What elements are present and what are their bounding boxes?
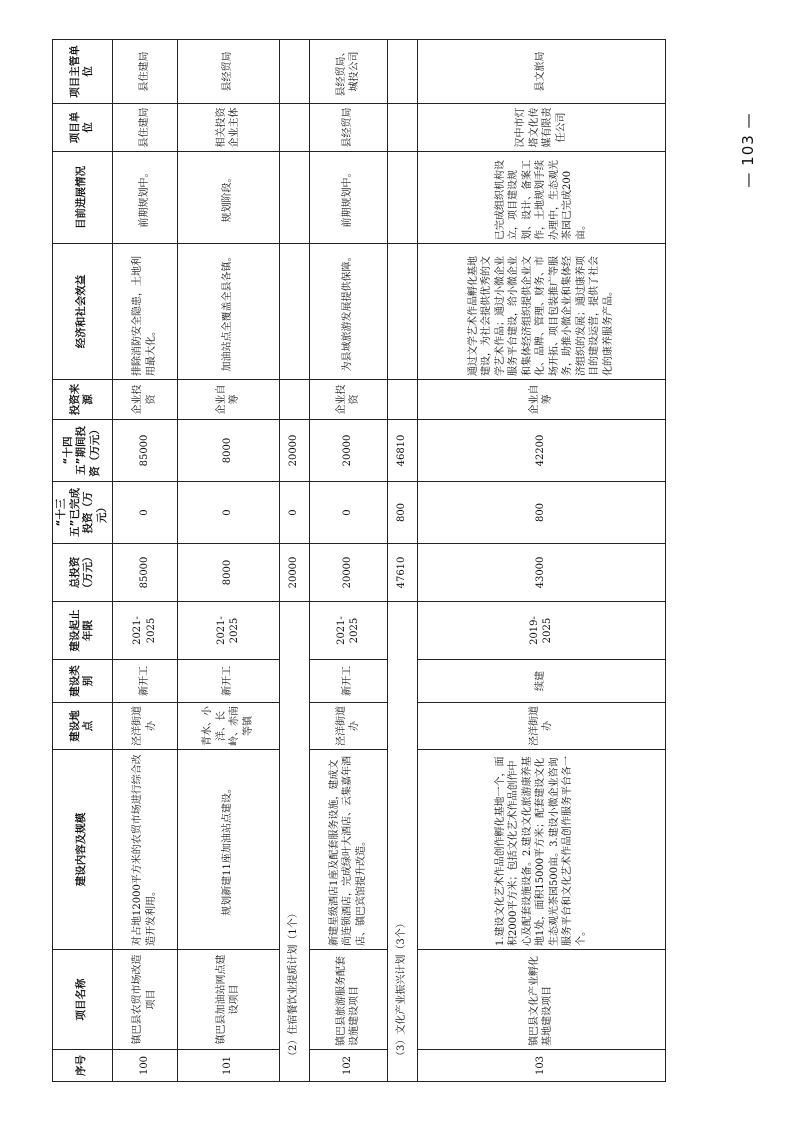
cell-content: 新建星级酒店1座及配套服务设施，建成文尚连锁酒店，完成绿叶大酒店、云集嘉年酒店、镇巴宾馆提升改造。 [309, 750, 387, 950]
cell-content: 对占地12000平方米的农贸市场进行综合改造开发利用。 [112, 750, 177, 950]
cell-content: 规划新建11座加油站点建设。 [177, 750, 279, 950]
cell-benefit: 排除消防安全隐患，土地利用最大化。 [112, 244, 177, 380]
cell-progress: 规划阶段。 [177, 152, 279, 244]
cell-progress: 前期规划中。 [112, 152, 177, 244]
cell-unit: 县经贸局 [309, 104, 387, 152]
col-unit: 项目单位 [53, 104, 113, 152]
project-table [52, 39, 666, 1082]
cell-plan14: 85000 [112, 420, 177, 482]
cell-benefit: 为县域旅游发展提供保障。 [309, 244, 387, 380]
cell-progress: 前期规划中。 [309, 152, 387, 244]
cell-benefit: 通过文学艺术作品孵化基地建设，为社会提供优秀的文学艺术作品；通过小微企业服务平台建设，给小微企业和集体经济组织提供企业文化、品牌、管理、财务、市场开拓、项目包装推广等服务，助推小微企业和集体经济组织的发展；通过康养项目的建设运营，提供了社会化的康养服务产品。 [417, 244, 665, 380]
section-plan14: 20000 [279, 420, 309, 482]
cell-plan14: 8000 [177, 420, 279, 482]
section-total: 20000 [279, 544, 309, 602]
cell-dept: 县经贸局、城投公司 [309, 40, 387, 104]
section-done13: 800 [387, 482, 417, 544]
cell-unit: 汉中市灯塔文化传媒有限责任公司 [417, 104, 665, 152]
rotated-table-area [52, 40, 657, 1082]
col-progress: 目前进展情况 [53, 152, 113, 244]
section-label: （3）文化产业振兴计划（3个） [387, 602, 417, 1082]
cell-content: 1.建设文化艺术作品创作孵化基地一个，面积2000平方米；包括文化艺术作品创作中心及配套设施设备。2.建设文化旅游康养基地1处，面积15000平方米；配套建设文化生态观光茶园500亩。3.建设小微企业咨询服务平台和文化艺术作品创作服务平台各一个。 [417, 750, 665, 950]
cell-location: 泾洋街道办 [417, 703, 665, 750]
cell-name: 镇巴县农贸市场改造项目 [112, 950, 177, 1050]
cell-period: 2021-2025 [177, 602, 279, 660]
cell-source: 企业投资 [309, 380, 387, 420]
col-name: 项目名称 [53, 950, 113, 1050]
cell-source: 企业自筹 [417, 380, 665, 420]
cell-plan14: 20000 [309, 420, 387, 482]
col-content: 建设内容及规模 [53, 750, 113, 950]
cell-location: 青水、小洋、长岭、赤南等镇 [177, 703, 279, 750]
section-row [279, 40, 309, 1082]
col-total: 总投资（万元） [53, 544, 113, 602]
cell-total: 8000 [177, 544, 279, 602]
section-plan14: 46810 [387, 420, 417, 482]
cell-type: 新开工 [177, 660, 279, 703]
col-type: 建设类别 [53, 660, 113, 703]
cell-period: 2019-2025 [417, 602, 665, 660]
cell-done13: 0 [112, 482, 177, 544]
cell-seq: 101 [177, 1050, 279, 1082]
section-row [387, 40, 417, 1082]
cell-done13: 0 [309, 482, 387, 544]
cell-dept: 县住建局 [112, 40, 177, 104]
cell-name: 镇巴县文化产业孵化基地建设项目 [417, 950, 665, 1050]
col-dept: 项目主管单位 [53, 40, 113, 104]
cell-benefit: 加油站点全覆盖全县各镇。 [177, 244, 279, 380]
cell-done13: 0 [177, 482, 279, 544]
cell-unit: 县住建局 [112, 104, 177, 152]
cell-name: 镇巴县旅游服务配套设施建设项目 [309, 950, 387, 1050]
cell-source: 企业自筹 [177, 380, 279, 420]
cell-unit: 相关投资企业主体 [177, 104, 279, 152]
cell-location: 泾洋街道办 [309, 703, 387, 750]
section-total: 47610 [387, 544, 417, 602]
col-plan14: “十四五”期间投资（万元） [53, 420, 113, 482]
cell-type: 新开工 [309, 660, 387, 703]
cell-seq: 102 [309, 1050, 387, 1082]
cell-done13: 800 [417, 482, 665, 544]
table-row [112, 40, 177, 1082]
cell-period: 2021-2025 [309, 602, 387, 660]
cell-seq: 100 [112, 1050, 177, 1082]
col-done13: “十三五”已完成投资（万元） [53, 482, 113, 544]
col-seq: 序号 [53, 1050, 113, 1082]
table-row [309, 40, 387, 1082]
cell-source: 企业投资 [112, 380, 177, 420]
cell-type: 新开工 [112, 660, 177, 703]
cell-period: 2021-2025 [112, 602, 177, 660]
table-row [177, 40, 279, 1082]
header-row [53, 40, 113, 1082]
cell-progress: 已完成组织机构设立，项目建设规划、设计、备案工作，土地规划手续办理中，生态观光茶园已完成200亩。 [417, 152, 665, 244]
section-done13: 0 [279, 482, 309, 544]
cell-total: 20000 [309, 544, 387, 602]
col-period: 建设起止年限 [53, 602, 113, 660]
table-row [417, 40, 665, 1082]
cell-type: 续建 [417, 660, 665, 703]
col-source: 投资来源 [53, 380, 113, 420]
col-benefit: 经济和社会效益 [53, 244, 113, 380]
cell-plan14: 42200 [417, 420, 665, 482]
cell-name: 镇巴县加油站网点建设项目 [177, 950, 279, 1050]
page-number [730, 95, 766, 205]
page-number-text: — 103 — [739, 112, 757, 188]
cell-seq: 103 [417, 1050, 665, 1082]
cell-dept: 县经贸局 [177, 40, 279, 104]
cell-dept: 县文旅局 [417, 40, 665, 104]
cell-location: 泾洋街道办 [112, 703, 177, 750]
section-label: （2）住宿餐饮业提质计划（1个） [279, 602, 309, 1082]
cell-total: 43000 [417, 544, 665, 602]
col-location: 建设地点 [53, 703, 113, 750]
cell-total: 85000 [112, 544, 177, 602]
